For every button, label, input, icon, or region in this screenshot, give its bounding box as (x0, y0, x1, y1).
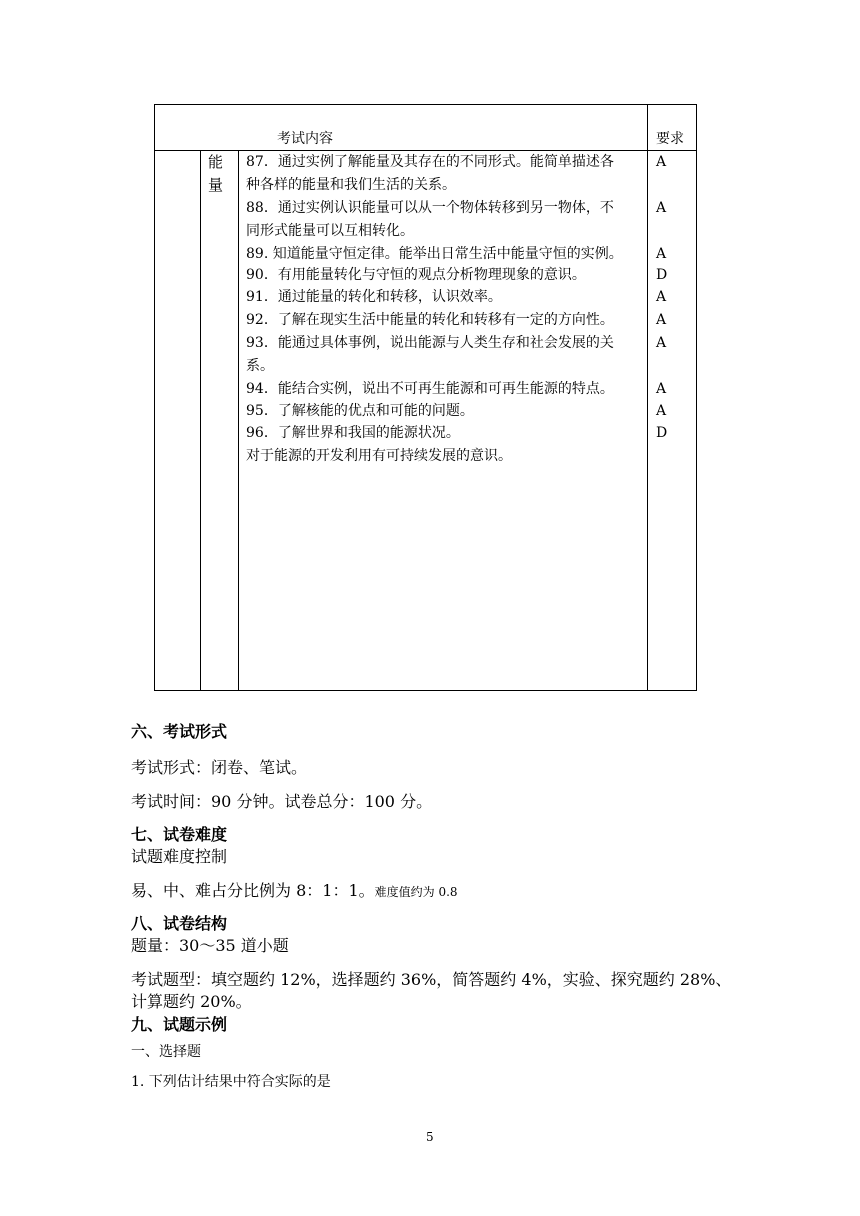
table-col-divider-2 (238, 150, 239, 691)
section6-time: 考试时间：90 分钟。试卷总分：100 分。 (131, 792, 433, 811)
table-row-93-line1: 93．能通过具体事例，说出能源与人类生存和社会发展的关 (246, 335, 614, 351)
req-91: A (656, 289, 667, 305)
table-requirement-divider (647, 104, 648, 691)
table-row-95-line1: 95．了解核能的优点和可能的问题。 (246, 403, 474, 419)
req-92: A (656, 312, 667, 328)
table-row-96-line2: 对于能源的开发利用有可持续发展的意识。 (246, 448, 512, 464)
question-1: 1. 下列估计结果中符合实际的是 (131, 1074, 331, 1090)
section9-subheading: 一、选择题 (131, 1044, 201, 1060)
section6-heading: 六、考试形式 (131, 722, 228, 741)
req-93: A (656, 335, 667, 351)
table-header-requirement: 要求 (656, 131, 684, 147)
table-category-energy: 能量 (208, 153, 224, 194)
section9-heading: 九、试题示例 (131, 1015, 228, 1034)
req-95: A (656, 403, 667, 419)
table-row-93-line2: 系。 (246, 358, 274, 374)
table-header-content: 考试内容 (277, 131, 333, 147)
section7-line1: 试题难度控制 (131, 847, 228, 866)
section7-ratio: 易、中、难占分比例为 8：1：1。 (131, 881, 375, 900)
table-col-divider-1 (200, 150, 201, 691)
req-94: A (656, 381, 667, 397)
req-87: A (656, 154, 667, 170)
table-right-border (696, 104, 697, 691)
req-96: D (656, 425, 668, 441)
section8-types-line1: 考试题型：填空题约 12%，选择题约 36%，简答题约 4%，实验、探究题约 28%、 (131, 970, 732, 989)
table-row-91-line1: 91．通过能量的转化和转移，认识效率。 (246, 289, 502, 305)
table-row-87-line2: 种各样的能量和我们生活的关系。 (246, 177, 456, 193)
table-bottom-border (154, 690, 697, 691)
section8-types-line2: 计算题约 20%。 (131, 992, 252, 1011)
table-row-89-line1: 89. 知道能量守恒定律。能举出日常生活中能量守恒的实例。 (246, 246, 623, 262)
table-row-90-line1: 90．有用能量转化与守恒的观点分析物理现象的意识。 (246, 267, 586, 283)
page-number: 5 (426, 1130, 434, 1144)
section7-difficulty-value: 难度值约为 0.8 (374, 885, 458, 899)
table-row-88-line1: 88．通过实例认识能量可以从一个物体转移到另一物体，不 (246, 200, 614, 216)
table-row-92-line1: 92．了解在现实生活中能量的转化和转移有一定的方向性。 (246, 312, 614, 328)
req-90: D (656, 267, 668, 283)
table-left-border (154, 104, 155, 691)
section8-count: 题量：30～35 道小题 (131, 936, 289, 955)
req-89: A (656, 246, 667, 262)
section8-heading: 八、试卷结构 (131, 914, 228, 933)
section7-heading: 七、试卷难度 (131, 825, 228, 844)
req-88: A (656, 200, 667, 216)
table-top-border (154, 104, 697, 105)
table-row-96-line1: 96．了解世界和我国的能源状况。 (246, 425, 460, 441)
table-row-87-line1: 87．通过实例了解能量及其存在的不同形式。能简单描述各 (246, 154, 614, 170)
section6-format: 考试形式：闭卷、笔试。 (131, 758, 308, 777)
table-row-88-line2: 同形式能量可以互相转化。 (246, 223, 414, 239)
section7-line2 (131, 880, 458, 902)
table-row-94-line1: 94．能结合实例，说出不可再生能源和可再生能源的特点。 (246, 381, 614, 397)
